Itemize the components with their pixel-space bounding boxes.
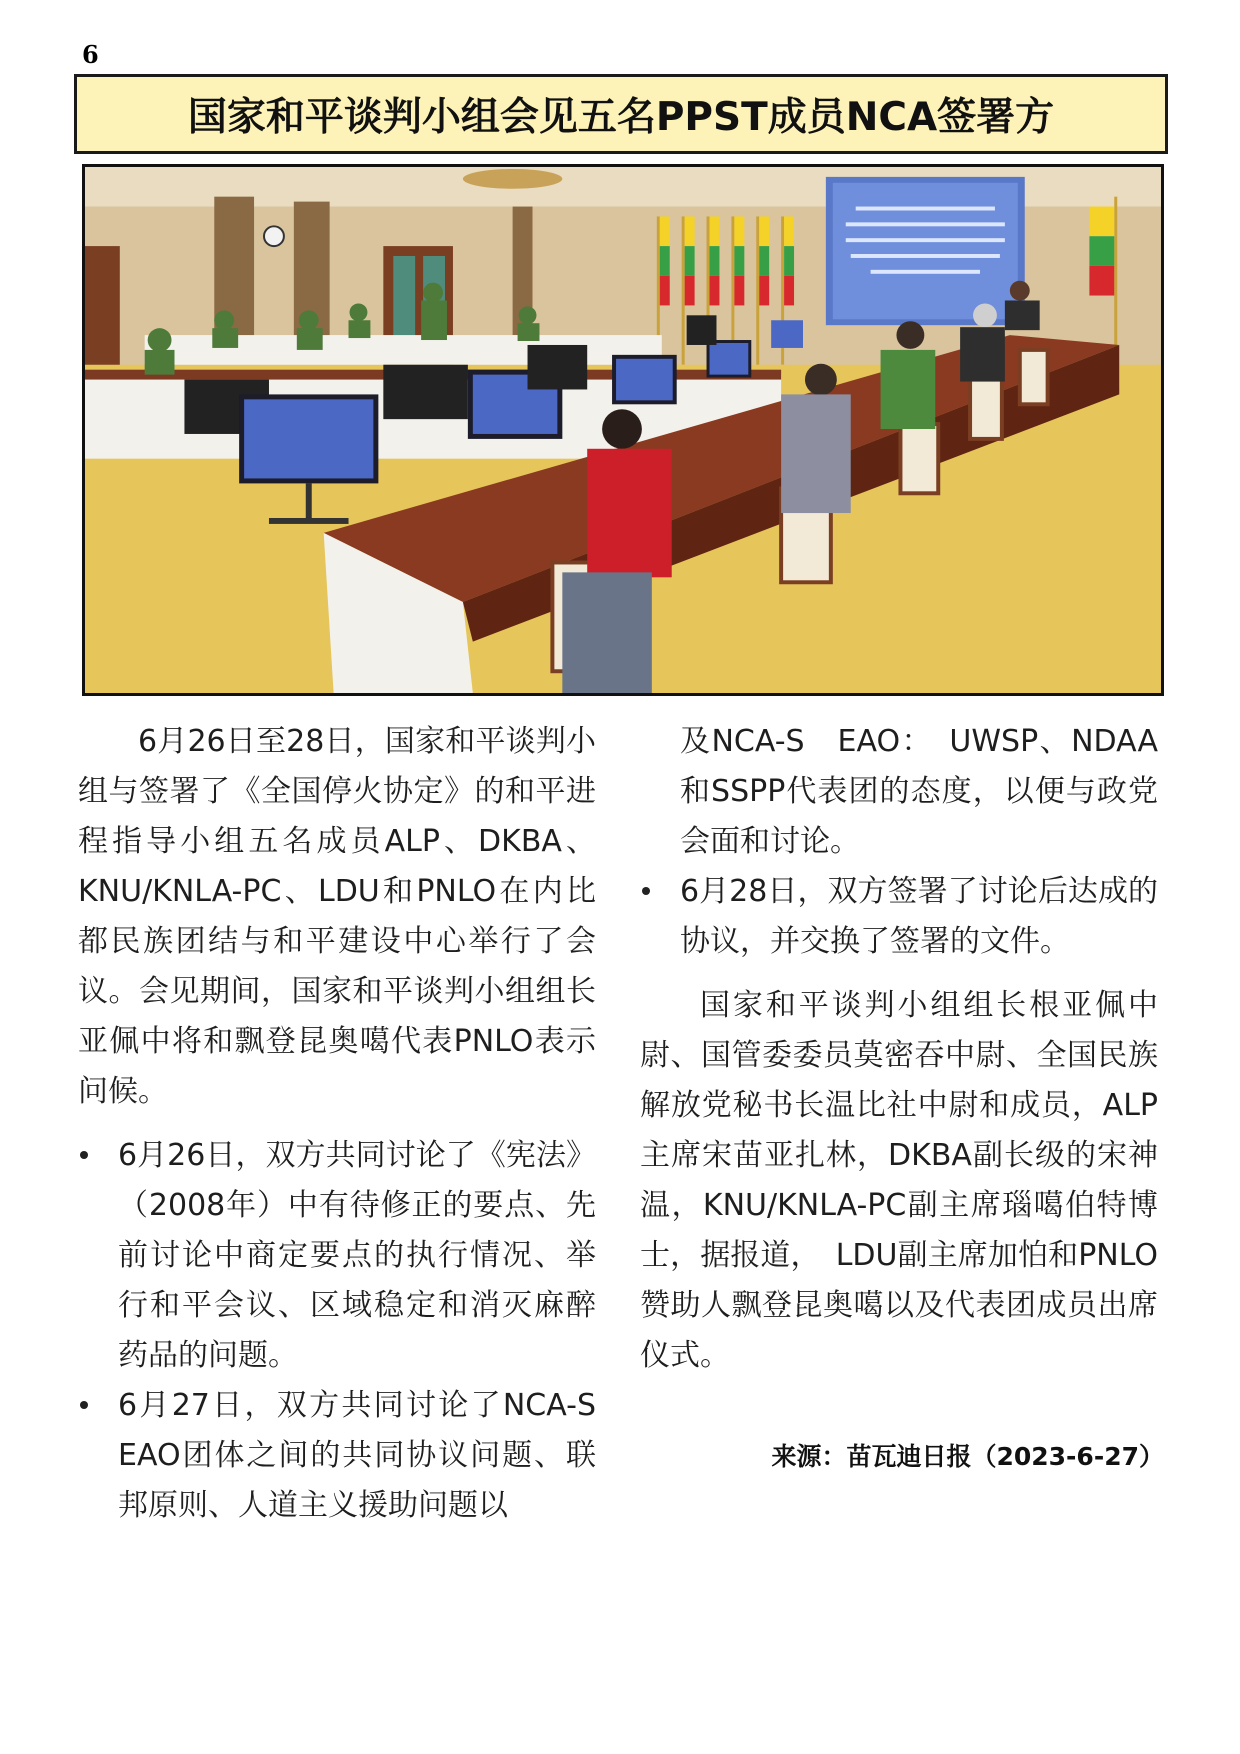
- left-column: [78, 717, 596, 1531]
- page-number: 6: [82, 40, 99, 69]
- article-title-box: [74, 74, 1168, 154]
- article-title: 国家和平谈判小组会见五名PPST成员NCA签署方: [187, 95, 1055, 140]
- bullet-item-june-26: [78, 1131, 596, 1381]
- bullet-item-june-27: [78, 1381, 596, 1531]
- bullet-text: 6月28日，双方签署了讨论后达成的协议，并交换了签署的文件。: [680, 874, 1158, 959]
- bullet-dot-icon: [80, 1151, 88, 1159]
- bullet-list-continued: [640, 717, 1158, 967]
- meeting-photo: [82, 164, 1164, 696]
- meeting-room-illustration: [85, 167, 1161, 693]
- bullet-text: 及NCA-S EAO： UWSP、NDAA和SSPP代表团的态度，以便与政党会面和讨论。: [680, 724, 1158, 859]
- bullet-item-june-27-continued: [640, 717, 1158, 867]
- bullet-dot-icon: [642, 887, 650, 895]
- right-column: [640, 717, 1158, 1381]
- bullet-list: [78, 1131, 596, 1531]
- bullet-dot-icon: [80, 1401, 88, 1409]
- bullet-text: 6月27日，双方共同讨论了NCA-S EAO团体之间的共同协议问题、联邦原则、人道主义援助问题以: [118, 1388, 596, 1523]
- bullet-item-june-28: [640, 867, 1158, 967]
- bullet-text: 6月26日，双方共同讨论了《宪法》（2008年）中有待修正的要点、先前讨论中商定要点的执行情况、举行和平会议、区域稳定和消灭麻醉药品的问题。: [118, 1138, 596, 1373]
- source-credit: 来源：苗瓦迪日报（2023-6-27）: [771, 1442, 1164, 1471]
- intro-paragraph: 6月26日至28日，国家和平谈判小组与签署了《全国停火协定》的和平进程指导小组五名成员ALP、DKBA、KNU/KNLA-PC、LDU和PNLO在内比都民族团结与和平建设中心举行了会议。会见期间，国家和平谈判小组组长亚佩中将和飘登昆奥噶代表PNLO表示问候。: [78, 724, 596, 1109]
- closing-paragraph: 国家和平谈判小组组长根亚佩中尉、国管委委员莫密吞中尉、全国民族解放党秘书长温比社中尉和成员，ALP主席宋苗亚扎林，DKBA副长级的宋神温，KNU/KNLA-PC副主席瑙噶伯特博士，据报道， LDU副主席加怕和PNLO赞助人飘登昆奥噶以及代表团成员出席仪式。: [640, 988, 1158, 1373]
